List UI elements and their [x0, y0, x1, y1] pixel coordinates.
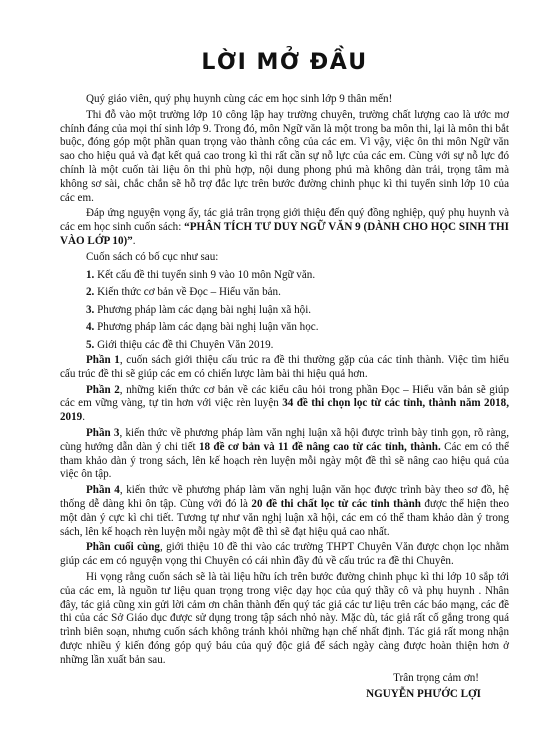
part3-label: Phần 3: [86, 427, 120, 440]
list-item: [86, 319, 509, 337]
layout-intro: Cuốn sách có bố cục như sau:: [86, 250, 219, 263]
part4-text: , kiến thức về phương pháp làm văn nghị luận văn học được trình bày theo sơ đồ, hệ thống dễ dàng khi ôn tập. Cùng với đó là: [60, 484, 510, 511]
list-item-number: 2.: [86, 286, 95, 299]
list-item-number: 4.: [86, 321, 95, 334]
part-last-paragraph: [60, 541, 509, 569]
part3-text: , kiến thức về phương pháp làm văn nghị luận xã hội được trình bày tinh gọn, rõ ràng, cùng hướng dẫn dàn ý chi tiết: [60, 427, 510, 453]
part1-paragraph: [60, 354, 509, 382]
part-last-label: Phần cuối cùng: [86, 541, 160, 554]
list-item-number: 3.: [86, 303, 95, 316]
intro-paragraph: Thi đỗ vào một trường lớp 10 công lập hay trường chuyên, trường chất lượng cao là ước mơ chính đáng của mọi thí sinh lớp 9. Trong đó, môn Ngữ văn là một trong ba môn thi, lại là môn thi bắt buộc, đóng góp một phần quan trọng vào thành công của các em. Vì vậy, việc ôn thi môn Ngữ văn sao cho hiệu quả và đạt kết quả cao trong kì thi rất cần sự nỗ lực của các em. Cùng với sự nỗ lực đó chính là một cuốn tài liệu ôn thi phù hợp, nội dung phong phú mà không dàn trải, trọng tâm mà không sơ sài, chắc chắn sẽ hỗ trợ đắc lực trên bước đường chinh phục kì thi tuyển sinh lớp 10 của các em.: [60, 108, 509, 204]
part1-text: , cuốn sách giới thiệu cấu trúc ra đề thi thường gặp của các tỉnh thành. Việc tìm hiểu cấu trúc đề thi sẽ giúp các em có chiến lược làm bài thi hiệu quả hơn.: [60, 354, 510, 380]
part1-label: Phần 1: [86, 354, 120, 367]
list-item: [86, 337, 509, 355]
list-item-text: Kiến thức cơ bản về Đọc – Hiểu văn bản.: [94, 286, 281, 299]
closing-thanks: Trân trọng cảm ơn!: [393, 671, 479, 684]
part-last-text: , giới thiệu 10 đề thi vào các trường THPT Chuyên Văn được chọn lọc nhằm giúp các em có nguyện vọng thi Chuyên có cái nhìn đầy đủ về cấu trúc ra đề thi Chuyên.: [60, 541, 509, 568]
list-item-text: Phương pháp làm các dạng bài nghị luận văn học.: [94, 321, 319, 334]
part3-bold: 18 đề cơ bản và 11 đề nâng cao từ các tỉnh, thành.: [198, 440, 441, 453]
list-item: [86, 284, 509, 302]
part2-label: Phần 2: [86, 383, 120, 396]
part2-end: .: [82, 411, 85, 424]
book-intro-text: Đáp ứng nguyện vọng ấy, tác giả trân trọng giới thiệu đến quý đồng nghiệp, quý phụ huynh và các em học sinh cuốn sách:: [60, 207, 509, 234]
book-intro-paragraph: [60, 207, 509, 248]
author-name: NGUYỄN PHƯỚC LỢI: [366, 687, 481, 700]
part4-paragraph: [60, 484, 509, 539]
list-item-number: 5.: [86, 338, 95, 351]
list-item-text: Phương pháp làm các dạng bài nghị luận xã hội.: [94, 303, 312, 316]
contents-list: [86, 267, 509, 355]
list-item-number: 1.: [86, 268, 95, 281]
part4-bold: 20 đề thi chất lọc từ các tỉnh thành: [251, 498, 421, 511]
greeting: Quý giáo viên, quý phụ huynh cùng các em học sinh lớp 9 thân mến!: [86, 93, 393, 105]
list-item-text: Kết cấu đề thi tuyển sinh 9 vào 10 môn Ngữ văn.: [94, 268, 316, 281]
list-item: [86, 302, 509, 320]
part3-paragraph: [60, 427, 509, 482]
closing-paragraph: Hi vọng rằng cuốn sách sẽ là tài liệu hữu ích trên bước đường chinh phục kì thi lớp 10 sắp tới của các em, là nguồn tư liệu quan trọng trong việc dạy học của quý thầy cô và phụ huynh . Nhân đây, tác giả cũng xin gửi lời cảm ơn chân thành đến quý tác giả các tư liệu trên các báo mạng, các đề thi của các Sở Giáo dục được sử dụng trong tập sách nhỏ này. Mặc dù, tác giả rất cố gắng trong quá trình biên soạn, nhưng cuốn sách không tránh khỏi những hạn chế nhất định. Tác giả rất mong nhận được nhiều ý kiến đóng góp quý báu của quý độc giả để sách ngày càng được hoàn thiện hơn ở những lần xuất bản sau.: [60, 571, 509, 666]
list-item-text: Giới thiệu các đề thi Chuyên Văn 2019.: [94, 338, 274, 351]
book-title: “PHÂN TÍCH TƯ DUY NGỮ VĂN 9 (DÀNH CHO HỌC SINH THI VÀO LỚP 10)”: [60, 221, 509, 247]
part2-text: , những kiến thức cơ bản về các kiểu câu hỏi trong phần Đọc – Hiểu văn bản sẽ giúp các em vững vàng, tự tin hơn với việc rèn luyện: [60, 383, 510, 410]
part2-bold: 34 đề thi chọn lọc từ các tỉnh, thành năm 2018, 2019: [60, 397, 509, 424]
part4-label: Phần 4: [86, 484, 120, 497]
page-title: LỜI MỞ ĐẦU: [201, 50, 368, 75]
part3-end: Các em có thể tham khảo dàn ý trong sách, lên kế hoạch rèn luyện mỗi ngày một đề thì sẽ nâng cao hiệu quả của việc ôn tập.: [60, 440, 509, 481]
book-intro-end: .: [132, 234, 136, 247]
part4-end: được thể hiện theo một dàn ý cực kì chi tiết. Tương tự như văn nghị luận xã hội, các em có thể tham khảo dàn ý trong sách, lên kế hoạch rèn luyện mỗi ngày một đề thì sẽ đạt hiệu quả cao nhất.: [60, 498, 509, 538]
list-item: [86, 267, 509, 285]
part2-paragraph: [60, 384, 509, 425]
